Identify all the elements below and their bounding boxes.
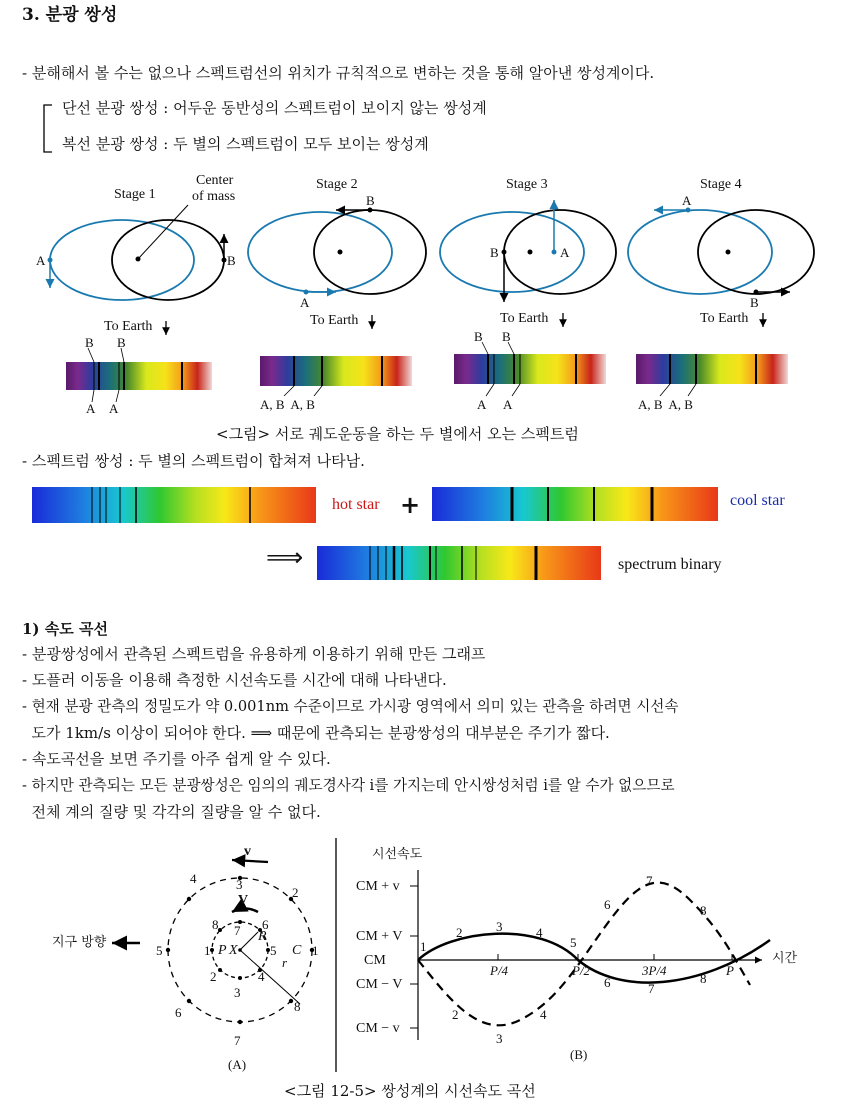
- outer-num-6: 6: [175, 1005, 182, 1020]
- curve-dashed-8: 8: [700, 903, 707, 918]
- x-axis-title: 시간: [772, 951, 798, 966]
- bullet-5-cont: 전체 계의 질량 및 각각의 질량을 알 수 없다.: [22, 803, 321, 821]
- x-tick-3p4: 3P/4: [642, 963, 667, 978]
- inner-num-4: 4: [258, 969, 265, 984]
- spectrum-binary-line: - 스펙트럼 쌍성 : 두 별의 스펙트럼이 합쳐져 나타남.: [22, 452, 365, 470]
- strip1-top-b2: B: [117, 335, 126, 350]
- outer-num-1: 1: [312, 943, 319, 958]
- stage1-point-a: A: [36, 253, 46, 268]
- type-double-line: 복선 분광 쌍성 : 두 별의 스펙트럼이 모두 보이는 쌍성계: [62, 135, 429, 153]
- strip2-bottom: A, B A, B: [260, 397, 315, 412]
- center-of-mass-label: Center: [196, 173, 234, 188]
- curve-solid-8: 8: [700, 971, 707, 986]
- y-tick-cm-plus-v-small: CM + v: [356, 879, 400, 894]
- curve-solid-4: 4: [536, 925, 543, 940]
- section-heading: 3. 분광 쌍성: [22, 5, 118, 25]
- outer-num-7: 7: [234, 1033, 241, 1048]
- x-tick-p4: P/4: [490, 963, 509, 978]
- outer-num-4: 4: [190, 871, 197, 886]
- bullet-3-cont: 도가 1km/s 이상이 되어야 한다. ⟹ 때문에 관측되는 분광쌍성의 대부분은 주기가 짧다.: [22, 724, 610, 742]
- panel-b-label: (B): [570, 1047, 588, 1062]
- stage2-point-b: B: [366, 193, 375, 208]
- curve-dashed-7: 7: [646, 873, 653, 888]
- outer-num-5: 5: [156, 943, 163, 958]
- y-axis-title: 시선속도: [372, 847, 423, 862]
- strip3-top-b1: B: [474, 329, 483, 344]
- stage-3-label: Stage 3: [506, 177, 548, 192]
- big-v-label: V: [238, 893, 249, 908]
- figure3-caption: <그림 12-5> 쌍성계의 시선속도 곡선: [284, 1082, 536, 1100]
- curve-solid-2: 2: [456, 925, 463, 940]
- strip4-bottom: A, B A, B: [638, 397, 693, 412]
- x-tick-p: P: [726, 963, 734, 978]
- curve-solid-1: 1: [420, 939, 427, 954]
- bullet-2: - 도플러 이동을 이용해 측정한 시선속도를 시간에 대해 나타낸다.: [22, 671, 447, 689]
- strip1-bottom-a1: A: [86, 401, 96, 416]
- y-tick-cm: CM: [364, 953, 386, 968]
- intro-line: - 분해해서 볼 수는 없으나 스펙트럼선의 위치가 규칙적으로 변하는 것을 통해 알아낸 쌍성계이다.: [22, 64, 655, 82]
- curve-dashed-3: 3: [496, 1031, 503, 1046]
- strip3-bottom-a2: A: [503, 397, 513, 412]
- curve-dashed-4: 4: [540, 1007, 547, 1022]
- section1-title: 1) 속도 곡선: [22, 620, 108, 638]
- small-v-label: v: [244, 844, 251, 859]
- plus-sign: +: [400, 491, 421, 519]
- stage4-point-b: B: [750, 295, 759, 310]
- big-r-label: R: [258, 929, 267, 944]
- y-tick-cm-plus-v: CM + V: [356, 929, 403, 944]
- c-label: C: [292, 943, 302, 958]
- stage3-point-a: A: [560, 245, 570, 260]
- stage-1-label: Stage 1: [114, 187, 156, 202]
- curve-solid-5: 5: [570, 935, 577, 950]
- stage-4-label: Stage 4: [700, 177, 742, 192]
- figure1-caption: <그림> 서로 궤도운동을 하는 두 별에서 오는 스펙트럼: [216, 425, 579, 443]
- strip1-bottom-a2: A: [109, 401, 119, 416]
- stage-2-label: Stage 2: [316, 177, 358, 192]
- strip3-bottom-a1: A: [477, 397, 487, 412]
- stage3-point-b: B: [490, 245, 499, 260]
- strip1-top-b1: B: [85, 335, 94, 350]
- outer-num-2: 2: [292, 885, 299, 900]
- curve-dashed-6: 6: [604, 897, 611, 912]
- x-tick-p2: P/2: [572, 963, 591, 978]
- curve-dashed-2: 2: [452, 1007, 459, 1022]
- hot-star-label: hot star: [332, 496, 380, 513]
- inner-num-7: 7: [234, 923, 241, 938]
- to-earth-1: To Earth: [104, 319, 153, 334]
- stage1-point-b: B: [227, 253, 236, 268]
- curve-solid-7: 7: [648, 981, 655, 996]
- type-single-line: 단선 분광 쌍성 : 어두운 동반성의 스펙트럼이 보이지 않는 쌍성계: [62, 99, 487, 117]
- to-earth-2: To Earth: [310, 313, 359, 328]
- bullet-1: - 분광쌍성에서 관측된 스펙트럼을 유용하게 이용하기 위해 만든 그래프: [22, 645, 486, 663]
- center-of-mass-label-2: of mass: [192, 189, 236, 204]
- p-label: P: [218, 943, 227, 958]
- stage2-point-a: A: [300, 295, 310, 310]
- outer-num-8: 8: [294, 999, 301, 1014]
- result-arrow-icon: ⟹: [266, 543, 304, 573]
- x-label: X: [229, 943, 238, 958]
- small-r-label: r: [282, 955, 288, 970]
- y-tick-cm-minus-v: CM − V: [356, 977, 403, 992]
- bullet-5: - 하지만 관측되는 모든 분광쌍성은 임의의 궤도경사각 i를 가지는데 안시쌍성처럼 i를 알 수가 없으므로: [22, 777, 675, 794]
- to-earth-4: To Earth: [700, 311, 749, 326]
- bullet-3: - 현재 분광 관측의 정밀도가 약 0.001nm 수준이므로 가시광 영역에서 의미 있는 관측을 하려면 시선속: [22, 698, 679, 715]
- inner-num-8: 8: [212, 917, 219, 932]
- inner-num-1: 1: [204, 943, 211, 958]
- inner-num-6: 6: [262, 917, 269, 932]
- spectrum-binary-label: spectrum binary: [618, 556, 722, 573]
- earth-direction-label: 지구 방향: [52, 935, 107, 950]
- inner-num-2: 2: [210, 969, 217, 984]
- cool-star-label: cool star: [730, 492, 785, 509]
- outer-num-3: 3: [236, 877, 243, 892]
- strip3-top-b2: B: [502, 329, 511, 344]
- curve-solid-3: 3: [496, 919, 503, 934]
- inner-num-3: 3: [234, 985, 241, 1000]
- y-tick-cm-minus-v-small: CM − v: [356, 1021, 400, 1036]
- panel-a-label: (A): [228, 1057, 247, 1072]
- bullet-4: - 속도곡선을 보면 주기를 아주 쉽게 알 수 있다.: [22, 750, 331, 768]
- to-earth-3: To Earth: [500, 311, 549, 326]
- curve-solid-6: 6: [604, 975, 611, 990]
- stage4-point-a: A: [682, 193, 692, 208]
- inner-num-5: 5: [270, 943, 277, 958]
